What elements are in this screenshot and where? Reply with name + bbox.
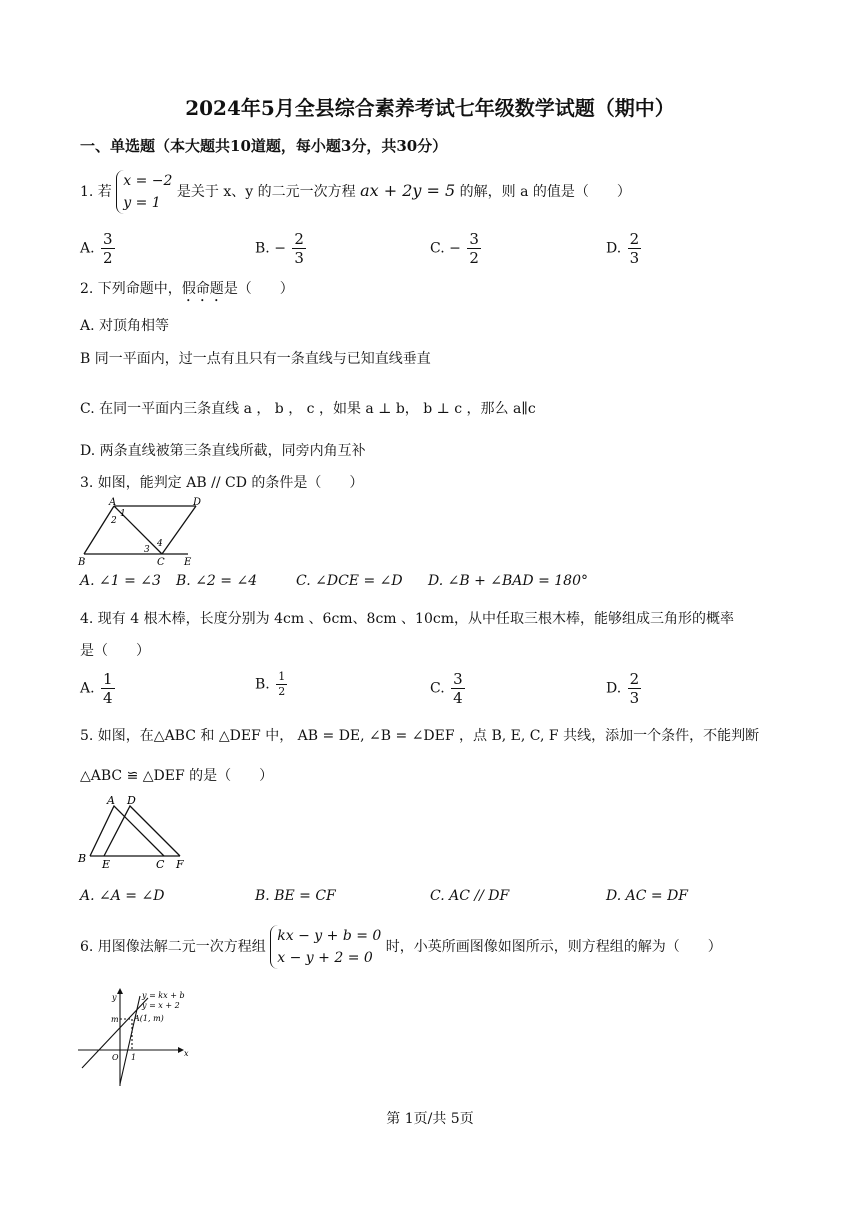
q5-option-a[interactable]: A. ∠A = ∠D bbox=[80, 888, 165, 904]
q1-option-c-num: 3 bbox=[469, 230, 479, 248]
q4-option-b-fraction bbox=[276, 670, 287, 699]
question-4-line2: 是（ ） bbox=[80, 643, 150, 659]
question-4-line1: 4. 现有 4 根木棒，长度分别为 4cm 、6cm、8cm 、10cm，从中任取三根木棒，能够组成三角形的概率 bbox=[80, 611, 734, 627]
q1-option-d-fraction bbox=[628, 230, 642, 267]
question-5-line2: △ABC ≌ △DEF 的是（ ） bbox=[80, 768, 274, 784]
q6-label-m: m bbox=[111, 1015, 119, 1024]
q1-option-c-fraction bbox=[467, 230, 481, 267]
q1-middle: 是关于 x、y 的二元一次方程 bbox=[176, 184, 356, 200]
q1-option-a[interactable] bbox=[80, 230, 117, 267]
q1-option-b-label: B. bbox=[255, 240, 270, 257]
q6-label-one: 1 bbox=[131, 1053, 137, 1062]
q4-option-b-num: 1 bbox=[278, 670, 286, 683]
question-5-line1: 5. 如图，在△ABC 和 △DEF 中， AB = DE, ∠B = ∠DEF ，点 B, E, C, F 共线，添加一个条件，不能判断 bbox=[80, 728, 760, 744]
q1-option-d[interactable] bbox=[606, 230, 643, 267]
q3-option-c[interactable]: C. ∠DCE = ∠D bbox=[296, 573, 403, 589]
q4-option-d-num: 2 bbox=[629, 670, 640, 688]
q4-option-a-fraction bbox=[101, 670, 115, 707]
q2-suffix: 是（ ） bbox=[223, 281, 294, 297]
q1-option-a-fraction bbox=[101, 230, 115, 267]
q5-option-c[interactable]: C. AC // DF bbox=[430, 888, 510, 904]
q6-system bbox=[270, 925, 381, 969]
q2-option-b[interactable]: B 同一平面内，过一点有且只有一条直线与已知直线垂直 bbox=[80, 351, 431, 367]
q1-option-a-label: A. bbox=[80, 240, 95, 257]
q5-figure bbox=[74, 792, 194, 872]
section-heading: 一、单选题（本大题共10道题，每小题3分，共30分） bbox=[80, 137, 448, 155]
q5-option-d[interactable]: D. AC = DF bbox=[606, 888, 689, 904]
question-2 bbox=[80, 278, 294, 305]
q4-option-d-den: 3 bbox=[629, 689, 640, 707]
q4-option-c-label: C. bbox=[430, 680, 445, 697]
q5-label-f: F bbox=[176, 858, 184, 871]
q4-option-c-den: 4 bbox=[453, 689, 463, 707]
q3-option-b[interactable]: B. ∠2 = ∠4 bbox=[176, 573, 258, 589]
q4-option-b[interactable] bbox=[255, 670, 289, 699]
q4-option-c-num: 3 bbox=[453, 670, 463, 688]
q1-option-c-sign: − bbox=[449, 240, 461, 257]
q6-label-origin: O bbox=[112, 1053, 119, 1062]
q3-angle-1: 1 bbox=[120, 509, 126, 519]
q4-option-a-num: 1 bbox=[103, 670, 113, 688]
q1-option-b-sign: − bbox=[274, 240, 286, 257]
q1-sys-line2: y = 1 bbox=[123, 195, 161, 211]
q4-option-a-den: 4 bbox=[103, 689, 113, 707]
q5-label-e: E bbox=[102, 858, 111, 871]
q1-option-b-fraction bbox=[292, 230, 306, 267]
q4-option-b-den: 2 bbox=[278, 685, 286, 698]
q6-sys-line2: x − y + 2 = 0 bbox=[277, 950, 373, 966]
q2-option-d[interactable]: D. 两条直线被第三条直线所截，同旁内角互补 bbox=[80, 443, 366, 459]
q2-prefix: 2. 下列命题中， bbox=[80, 281, 182, 297]
q2-option-a[interactable]: A. 对顶角相等 bbox=[80, 318, 170, 334]
q3-line-ab bbox=[84, 506, 114, 554]
q6-line-kx-plus-b bbox=[120, 996, 140, 1084]
question-3: 3. 如图，能判定 AB // CD 的条件是（ ） bbox=[80, 475, 364, 491]
q4-option-d-fraction bbox=[628, 670, 642, 707]
q1-option-b-num: 2 bbox=[294, 230, 304, 248]
q3-label-a: A bbox=[109, 497, 117, 508]
q1-option-a-den: 2 bbox=[103, 249, 113, 267]
q5-option-b[interactable]: B. BE = CF bbox=[255, 888, 336, 904]
q1-option-c-den: 2 bbox=[469, 249, 479, 267]
q6-prefix: 6. 用图像法解二元一次方程组 bbox=[80, 939, 266, 955]
question-6 bbox=[80, 925, 722, 969]
q4-option-c-fraction bbox=[451, 670, 465, 707]
q3-angle-3: 3 bbox=[144, 545, 150, 555]
question-1 bbox=[80, 170, 631, 214]
q1-system bbox=[116, 170, 172, 214]
q2-option-c[interactable]: C. 在同一平面内三条直线 a ， b ， c ，如果 a ⊥ b， b ⊥ c ，那么 a∥c bbox=[80, 401, 536, 417]
q5-triangle-def bbox=[104, 806, 180, 856]
q3-label-b: B bbox=[78, 557, 86, 568]
q4-option-a-label: A. bbox=[80, 680, 95, 697]
page-footer: 第 1页/共 5页 bbox=[386, 1111, 474, 1127]
q6-y-arrow-icon bbox=[117, 988, 123, 994]
q3-option-d[interactable]: D. ∠B + ∠BAD = 180° bbox=[428, 573, 588, 589]
q1-option-b[interactable] bbox=[255, 230, 308, 267]
q4-option-d-label: D. bbox=[606, 680, 622, 697]
q1-option-d-label: D. bbox=[606, 240, 622, 257]
q1-suffix: 的解，则 a 的值是（ ） bbox=[459, 184, 631, 200]
q6-suffix: 时，小英所画图像如图所示，则方程组的解为（ ） bbox=[385, 939, 722, 955]
q3-figure bbox=[74, 494, 214, 569]
q1-option-c[interactable] bbox=[430, 230, 483, 267]
q6-label-l1: y = kx + b bbox=[142, 991, 185, 1000]
q4-option-a[interactable] bbox=[80, 670, 117, 707]
page-title: 2024年5月全县综合素养考试七年级数学试题（期中） bbox=[185, 96, 675, 120]
q5-label-b: B bbox=[78, 852, 87, 865]
q3-label-d: D bbox=[193, 497, 202, 508]
q1-option-a-num: 3 bbox=[103, 230, 113, 248]
q1-option-c-label: C. bbox=[430, 240, 445, 257]
q1-prefix: 1. 若 bbox=[80, 184, 112, 200]
q6-label-l2: y = x + 2 bbox=[142, 1001, 180, 1010]
q6-label-y: y bbox=[112, 993, 117, 1002]
q4-option-d[interactable] bbox=[606, 670, 643, 707]
q5-label-d: D bbox=[127, 794, 136, 807]
q6-figure bbox=[76, 986, 191, 1088]
q4-option-b-label: B. bbox=[255, 676, 270, 693]
q3-angle-2: 2 bbox=[111, 516, 117, 526]
q1-equation: ax + 2y = 5 bbox=[360, 181, 456, 200]
q6-sys-line1: kx − y + b = 0 bbox=[277, 928, 382, 944]
q3-label-e: E bbox=[184, 557, 192, 568]
q6-label-x: x bbox=[184, 1049, 189, 1058]
q3-angle-4: 4 bbox=[157, 539, 163, 549]
q6-label-point: A(1, m) bbox=[134, 1014, 164, 1023]
q5-triangle-abc bbox=[90, 806, 164, 856]
q5-label-c: C bbox=[156, 858, 165, 871]
q4-option-c[interactable] bbox=[430, 670, 467, 707]
q1-option-d-den: 3 bbox=[629, 249, 640, 267]
q3-option-a[interactable]: A. ∠1 = ∠3 bbox=[80, 573, 161, 589]
q1-option-d-num: 2 bbox=[629, 230, 640, 248]
q1-sys-line1: x = −2 bbox=[123, 173, 173, 189]
q2-emphasis: 假命题 bbox=[181, 281, 224, 297]
q3-label-c: C bbox=[157, 557, 165, 568]
q3-line-cd bbox=[162, 506, 196, 554]
q1-option-b-den: 3 bbox=[294, 249, 304, 267]
q5-label-a: A bbox=[107, 794, 115, 807]
